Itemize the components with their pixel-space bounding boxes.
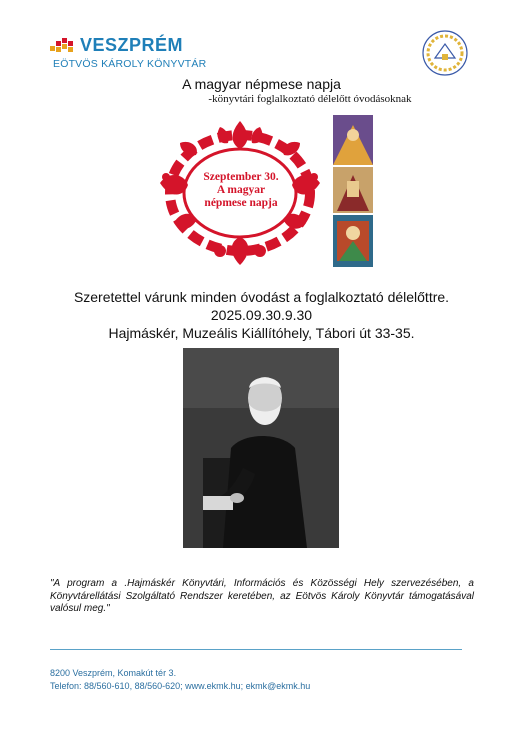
invitation-text: Szeretettel várunk minden óvodást a foglalkoztató délelőttre. bbox=[73, 289, 450, 305]
banner-line-2: A magyar bbox=[216, 184, 266, 196]
event-title: A magyar népmese napja bbox=[182, 76, 341, 92]
logo-main-text: VESZPRÉM bbox=[80, 35, 184, 55]
event-datetime: 2025.09.30.9.30 bbox=[210, 307, 313, 323]
event-subtitle: -könyvtári foglalkoztató délelőtt óvodásoknak bbox=[208, 93, 412, 105]
seal-icon bbox=[420, 28, 470, 78]
folk-tale-illustrations bbox=[333, 115, 373, 267]
logo-mark-icon bbox=[50, 38, 76, 54]
banner-line-3: népmese napja bbox=[204, 197, 278, 209]
portrait-image-icon bbox=[183, 348, 339, 548]
banner-line-1: Szeptember 30. bbox=[203, 171, 279, 183]
program-quote: "A program a .Hajmáskér Könyvtári, Információs és Közösségi Hely szervezésében, a Könyvtárellátási Szolgáltató Rendszer keretében, az Eötvös Károly Könyvtár támogatásával valósul meg." bbox=[50, 578, 474, 614]
event-location: Hajmáskér, Muzeális Kiállítóhely, Tábori út 33-35. bbox=[108, 325, 415, 341]
library-logo bbox=[50, 34, 210, 74]
footer-address: 8200 Veszprém, Komakút tér 3. bbox=[50, 668, 177, 678]
banner-text bbox=[194, 171, 288, 210]
footer-contact: Telefon: 88/560-610, 88/560-620; www.ekmk.hu; ekmk@ekmk.hu bbox=[50, 681, 311, 691]
footer-divider bbox=[50, 649, 462, 650]
portrait-photo bbox=[183, 348, 339, 548]
folk-art-banner bbox=[150, 113, 330, 273]
logo-sub-text: EÖTVÖS KÁROLY KÖNYVTÁR bbox=[53, 58, 207, 70]
